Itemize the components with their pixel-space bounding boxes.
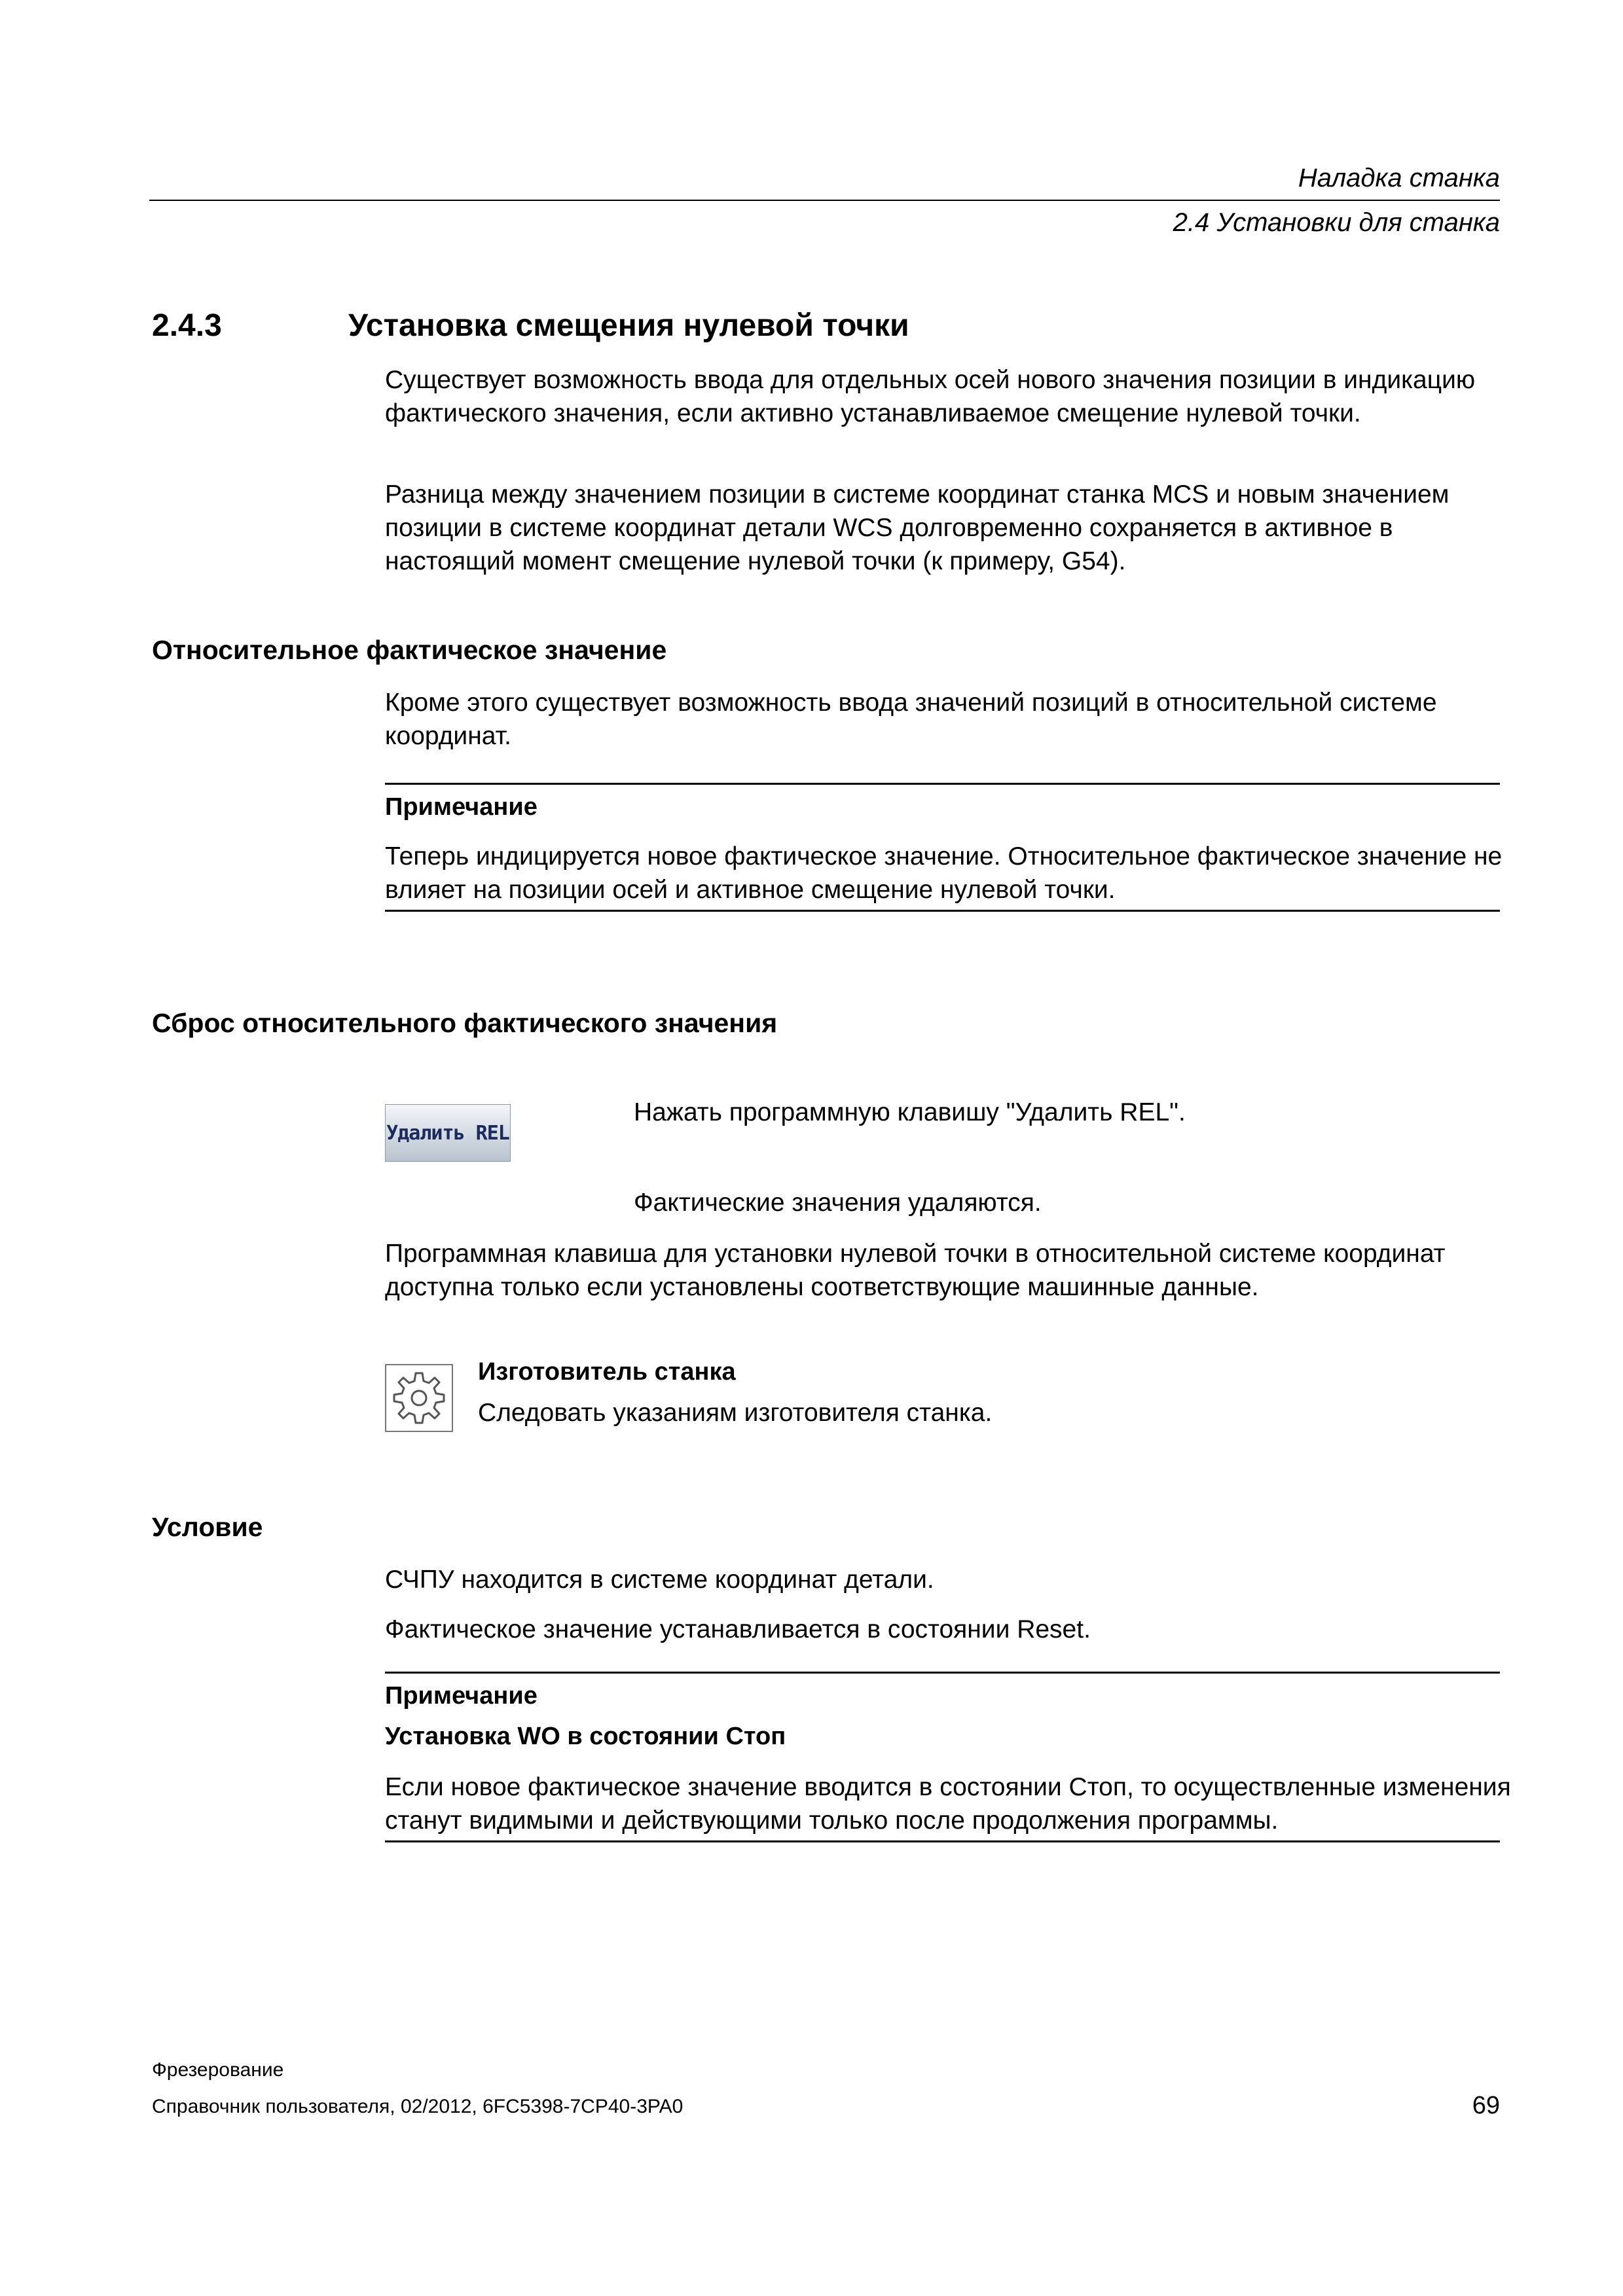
- note-top-rule: [385, 783, 1500, 785]
- section-number: 2.4.3: [152, 308, 222, 343]
- condition-paragraph-1: СЧПУ находится в системе координат детали.: [385, 1566, 934, 1594]
- note-text: Теперь индицируется новое фактическое значение. Относительное фактическое значение не влияет на позиции осей и активное смещение нулевой точки.: [385, 842, 1503, 904]
- relative-heading: Относительное фактическое значение: [152, 635, 667, 665]
- section-title: Установка смещения нулевой точки: [348, 308, 909, 343]
- step-result: Фактические значения удаляются.: [634, 1189, 1042, 1217]
- softkey-availability-paragraph: Программная клавиша для установки нулевой точки в относительной системе координат доступна только если установлены соответствующие машинные данные.: [385, 1240, 1446, 1301]
- gear-icon: [385, 1364, 453, 1432]
- note-bottom-rule: [385, 910, 1500, 912]
- manufacturer-title: Изготовитель станка: [478, 1358, 736, 1386]
- softkey-label: Удалить REL: [386, 1121, 509, 1145]
- condition-paragraph-2: Фактическое значение устанавливается в состоянии Reset.: [385, 1615, 1091, 1643]
- intro-paragraph-2: Разница между значением позиции в системе координат станка MCS и новым значением позиции в системе координат детали WCS долговременно сохраняется в активное в настоящий момент смещение нулевой точки (к примеру, G54).: [385, 480, 1450, 575]
- footer-document-info: Справочник пользователя, 02/2012, 6FC5398-7CP40-3PA0: [152, 2096, 684, 2117]
- manufacturer-text: Следовать указаниям изготовителя станка.: [478, 1399, 993, 1427]
- footer-product: Фрезерование: [152, 2059, 284, 2081]
- note2-top-rule: [385, 1672, 1500, 1674]
- note2-subtitle: Установка WO в состоянии Стоп: [385, 1723, 786, 1750]
- relative-paragraph: Кроме этого существует возможность ввода значений позиций в относительной системе координат.: [385, 689, 1437, 750]
- reset-heading: Сброс относительного фактического значения: [152, 1008, 778, 1038]
- page-number: 69: [1472, 2092, 1500, 2119]
- note-title: Примечание: [385, 793, 538, 821]
- condition-heading: Условие: [152, 1512, 263, 1542]
- running-header-section: 2.4 Установки для станка: [1173, 208, 1500, 237]
- note2-text: Если новое фактическое значение вводится в состоянии Стоп, то осуществленные изменения станут видимыми и действующими только после продолжения программы.: [385, 1773, 1511, 1835]
- note2-title: Примечание: [385, 1682, 538, 1710]
- running-header-chapter: Наладка станка: [1298, 164, 1500, 192]
- step-press-softkey: Нажать программную клавишу "Удалить REL".: [634, 1098, 1186, 1126]
- header-rule: [149, 200, 1500, 201]
- section-heading: [152, 308, 909, 344]
- intro-paragraph-1: Существует возможность ввода для отдельных осей нового значения позиции в индикацию фактического значения, если активно устанавливаемое смещение нулевой точки.: [385, 366, 1476, 427]
- note2-bottom-rule: [385, 1840, 1500, 1842]
- delete-rel-softkey: [385, 1104, 511, 1162]
